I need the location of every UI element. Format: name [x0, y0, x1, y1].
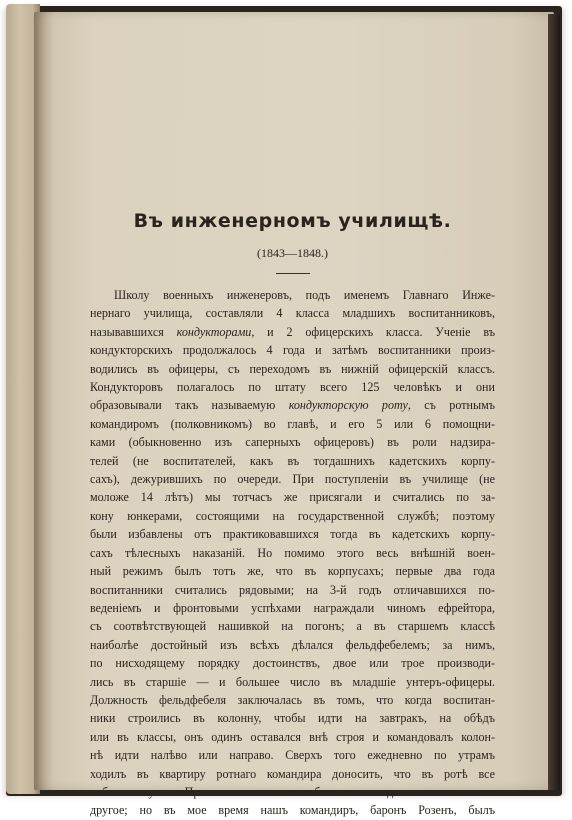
- text-line: съ соотвѣтствующей нашивкой на погонъ; а въ старшемъ классѣ: [90, 619, 495, 634]
- text-line: были избавлены отъ практиковавшихся тогда въ кадетскихъ корпу-: [90, 527, 495, 542]
- separator-rule: [276, 273, 310, 274]
- text-line: лись въ старшіе — и большее число въ младшіе унтеръ-офицеры.: [90, 674, 495, 689]
- text-line: другое; но въ мое время нашъ командиръ, баронъ Розенъ, былъ: [90, 803, 495, 818]
- text-line: веденіемъ и фронтовыми успѣхами награждали чиномъ ефрейтора,: [90, 600, 495, 615]
- text-line: наиболѣе достойный изъ всѣхъ дѣлался фельдфебелемъ; за нимъ,: [90, 637, 495, 652]
- text-line: нернаго училища, составляли 4 класса младшихъ воспитанниковъ,: [90, 306, 495, 321]
- text-line: кондукторскихъ продолжалось 4 года и затѣмъ воспитанники произ-: [90, 343, 495, 358]
- text-line: моложе 14 лѣтъ) мы тотчасъ же присягали и считались по за-: [90, 490, 495, 505]
- text-line: телей (не воспитателей, какъ въ тогдашнихъ кадетскихъ корпу-: [90, 453, 495, 468]
- text-line: сахъ), дежурившихъ по очереди. При поступленіи въ училище (не: [90, 472, 495, 487]
- text-line: ники строились въ колонну, чтобы идти на завтракъ, на обѣдъ: [90, 711, 495, 726]
- text-line: по нисходящему порядку достоинствъ, двое или трое производи-: [90, 656, 495, 671]
- chapter-title: Въ инженерномъ училищѣ.: [133, 210, 452, 232]
- body-text: [90, 286, 495, 820]
- italic-term: кондукторами: [176, 324, 252, 339]
- text-line: сахъ тѣлесныхъ наказаній. Но помимо этого весь внѣшній воен-: [90, 545, 495, 560]
- text-line: ный режимъ былъ тотъ же, что въ корпусахъ; первые два года: [90, 564, 495, 579]
- text-line: Должность фельдфебеля заключалась въ томъ, что когда воспитан-: [90, 692, 495, 707]
- page-fore-edge: [548, 14, 560, 790]
- chapter-years: (1843—1848.): [257, 246, 328, 260]
- text-line: благополучно. При этомъ онъ могъ бы конечно доносить и многое: [102, 784, 495, 799]
- italic-term: кондукторскую роту: [288, 398, 408, 413]
- text-line: или въ классы, онъ одинъ оставался внѣ строя и командовалъ колон-: [90, 729, 495, 744]
- text-line: образовывали такъ называемую кондукторскую роту, съ ротнымъ: [90, 398, 496, 413]
- page-content: [90, 210, 495, 820]
- text-line: воспитанники считались рядовыми; на 3-й годъ отличавшихся по-: [90, 582, 495, 597]
- text-line: Кондукторовъ полагалось по штату всего 125 человѣкъ и они: [90, 380, 495, 395]
- text-line: ходилъ въ квартиру ротнаго командира доносить, что въ ротѣ все: [90, 766, 495, 781]
- text-line: командиромъ (полковникомъ) во главѣ, и его 5 или 6 помощни-: [90, 416, 495, 431]
- text-line: водились въ офицеры, съ переходомъ въ нижній офицерскій классъ.: [90, 361, 495, 376]
- text-line: Школу военныхъ инженеровъ, подъ именемъ Главнаго Инже-: [114, 288, 495, 302]
- text-line: ками (обыкновенно изъ саперныхъ офицеровъ) въ роли надзира-: [90, 435, 495, 450]
- text-line: кону юнкерами, состоящими на государственной службѣ; поэтому: [90, 508, 495, 523]
- text-line: нѣ идти налѣво или направо. Сверхъ того ежедневно по утрамъ: [90, 748, 495, 763]
- text-line: называвшихся кондукторами, и 2 офицерскихъ класса. Ученіе въ: [90, 324, 495, 339]
